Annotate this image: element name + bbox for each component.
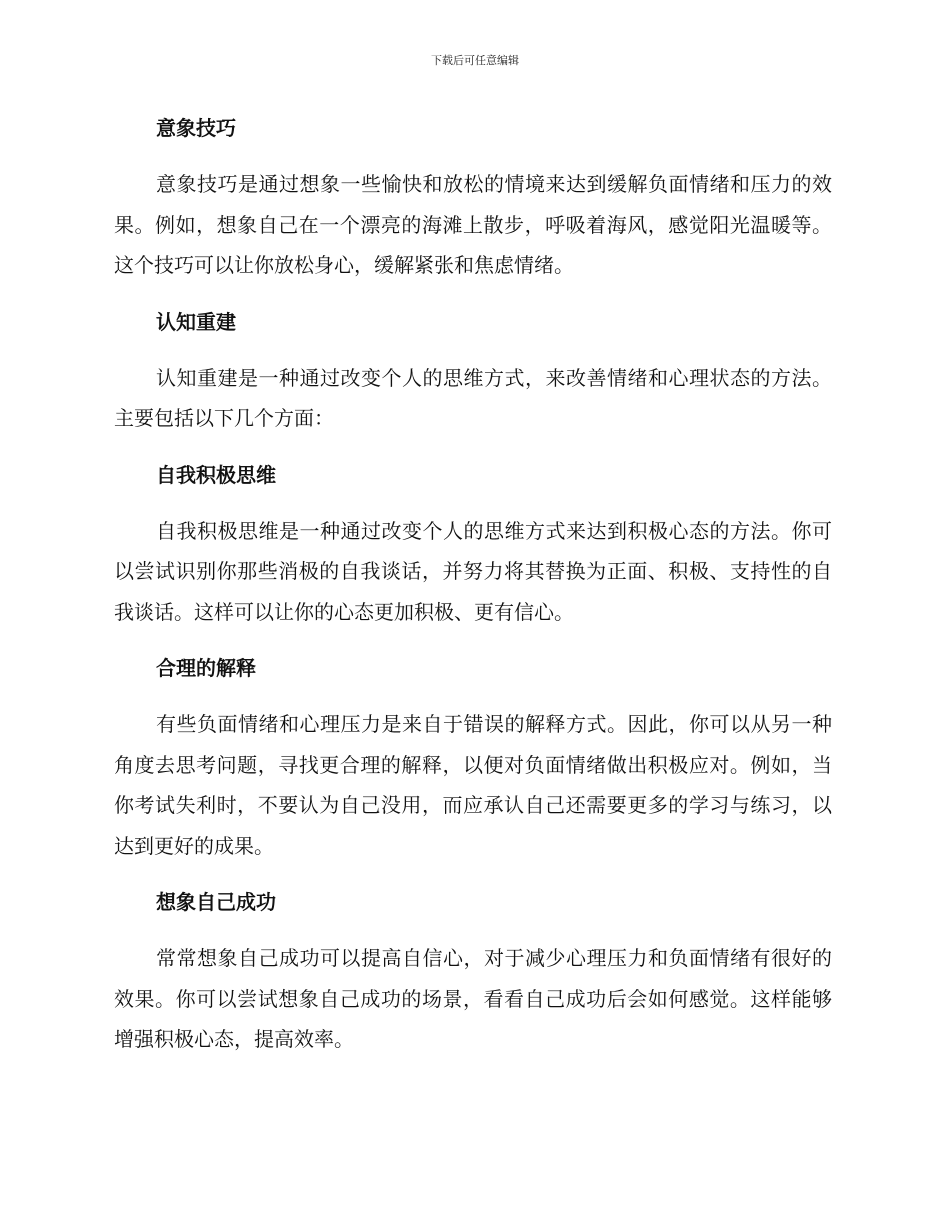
- section-heading: 合理的解释: [156, 656, 256, 680]
- section-heading: 意象技巧: [156, 116, 236, 140]
- section-heading: 认知重建: [156, 309, 236, 334]
- section-positive-thinking: [114, 455, 832, 633]
- section-reasonable-explanation: [114, 648, 832, 866]
- section-paragraph: 意象技巧是通过想象一些愉快和放松的情境来达到缓解负面情绪和压力的效果。例如，想象自己在一个漂亮的海滩上散步，呼吸着海风，感觉阳光温暖等。这个技巧可以让你放松身心，缓解紧张和焦虑情绪。: [114, 172, 832, 277]
- section-imagine-success: [114, 882, 832, 1060]
- section-imagery: [114, 108, 832, 286]
- page-header-note: 下载后可任意编辑: [431, 54, 519, 67]
- section-paragraph: 自我积极思维是一种通过改变个人的思维方式来达到积极心态的方法。你可以尝试识别你那些消极的自我谈话，并努力将其替换为正面、积极、支持性的自我谈话。这样可以让你的心态更加积极、更有信心。: [114, 518, 832, 624]
- section-paragraph: 认知重建是一种通过改变个人的思维方式，来改善情绪和心理状态的方法。主要包括以下几个方面：: [114, 365, 832, 430]
- section-cognitive-restructuring: [114, 302, 832, 439]
- section-heading: 想象自己成功: [156, 890, 276, 914]
- section-heading: 自我积极思维: [156, 462, 276, 487]
- document-body: [114, 108, 832, 1060]
- section-paragraph: 有些负面情绪和心理压力是来自于错误的解释方式。因此，你可以从另一种角度去思考问题，寻找更合理的解释，以便对负面情绪做出积极应对。例如，当你考试失利时，不要认为自己没用，而应承认自己还需要更多的学习与练习，以达到更好的成果。: [114, 712, 832, 858]
- section-paragraph: 常常想象自己成功可以提高自信心，对于减少心理压力和负面情绪有很好的效果。你可以尝试想象自己成功的场景，看看自己成功后会如何感觉。这样能够增强积极心态，提高效率。: [114, 946, 832, 1051]
